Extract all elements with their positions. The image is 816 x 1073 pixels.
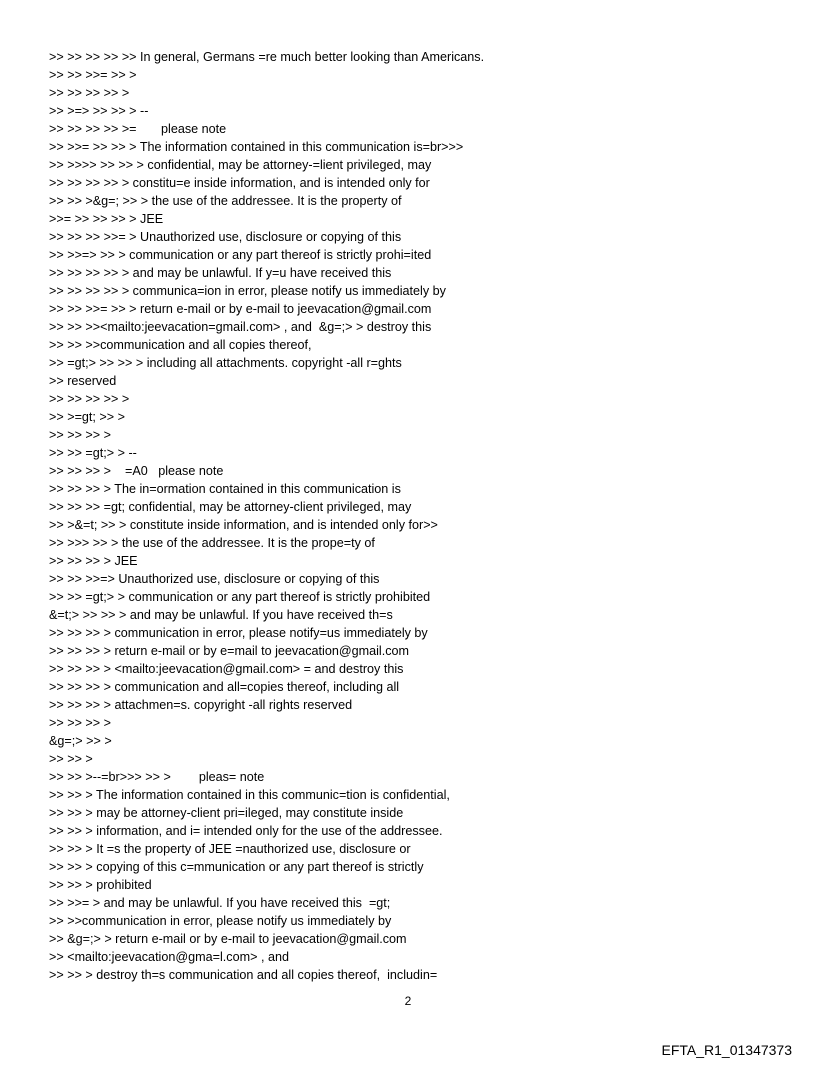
text-line: >> >> >> > return e-mail or by e=mail to jeevacation@gmail.com (49, 644, 409, 658)
text-line: >> >> >> >> > constitu=e inside information, and is intended only for (49, 176, 430, 190)
text-line: >> >> > may be attorney-client pri=ileged, may constitute inside (49, 806, 404, 820)
text-line: >> >&=t; >> > constitute inside information, and is intended only for>> (49, 518, 438, 532)
text-line: >> >> >> > JEE (49, 554, 138, 568)
text-line: >> >> >><mailto:jeevacation=gmail.com> , and &g=;> > destroy this (49, 320, 432, 334)
text-line: >> >> >> > communication in error, please notify=us immediately by (49, 626, 428, 640)
text-line: >> >> >> > communication and all=copies thereof, including all (49, 680, 400, 694)
text-line: >> >> >> >>= > Unauthorized use, disclosure or copying of this (49, 230, 402, 244)
text-line: >> >> >> > attachmen=s. copyright -all rights reserved (49, 698, 353, 712)
text-line: >> >> > information, and i= intended only for the use of the addressee. (49, 824, 443, 838)
text-line: >> >> >> > The in=ormation contained in this communication is (49, 482, 401, 496)
text-line: >> >> >> > =A0 please note (49, 464, 224, 478)
text-line: >> >> >> >> > (49, 86, 130, 100)
text-line: >> >> >> >> > and may be unlawful. If y=u have received this (49, 266, 392, 280)
text-line: >> reserved (49, 374, 117, 388)
text-line: >> >> =gt;> > -- (49, 446, 137, 460)
text-line: >> >> >>=> Unauthorized use, disclosure or copying of this (49, 572, 380, 586)
text-line: >> >> > destroy th=s communication and all copies thereof, includin= (49, 968, 438, 982)
text-line: >> >>>> >> >> > confidential, may be attorney-=lient privileged, may (49, 158, 432, 172)
text-line: >> >> >&g=; >> > the use of the addressee. It is the property of (49, 194, 402, 208)
text-line: >> >>communication in error, please notify us immediately by (49, 914, 392, 928)
text-line: >> >> > The information contained in this communic=tion is confidential, (49, 788, 450, 802)
text-line: >> >> >> > (49, 716, 111, 730)
text-line: >> >> > prohibited (49, 878, 152, 892)
text-line: >> >> >> =gt; confidential, may be attorney-client privileged, may (49, 500, 412, 514)
text-line: >> &g=;> > return e-mail or by e-mail to jeevacation@gmail.com (49, 932, 407, 946)
text-line: >> >> > (49, 752, 93, 766)
text-line: >> >>> >> > the use of the addressee. It is the prope=ty of (49, 536, 375, 550)
text-line: >> >>= >> >> > The information contained in this communication is=br>>> (49, 140, 464, 154)
text-line: >> >=gt; >> > (49, 410, 125, 424)
bates-number: EFTA_R1_01347373 (661, 1042, 792, 1058)
text-line: >> >> >> > <mailto:jeevacation@gmail.com> = and destroy this (49, 662, 404, 676)
text-line: >> >> >>= >> > (49, 68, 137, 82)
text-line: >> >>=> >> > communication or any part thereof is strictly prohi=ited (49, 248, 432, 262)
text-line: >>= >> >> >> > JEE (49, 212, 164, 226)
text-line: >> >=> >> >> > -- (49, 104, 149, 118)
text-line: >> >> >> >> > (49, 392, 130, 406)
text-line: >> >> >>= >> > return e-mail or by e-mail to jeevacation@gmail.com (49, 302, 432, 316)
text-line: >> >> >> >> > communica=ion in error, please notify us immediately by (49, 284, 446, 298)
text-line: >> >> >> > (49, 428, 111, 442)
page-number: 2 (404, 994, 412, 1008)
text-line: >> >> =gt;> > communication or any part thereof is strictly prohibited (49, 590, 431, 604)
text-line: >> >> >>communication and all copies thereof, (49, 338, 312, 352)
document-body (49, 48, 789, 984)
text-line: >> >>= > and may be unlawful. If you have received this =gt; (49, 896, 391, 910)
text-line: >> >> >> >> >= please note (49, 122, 227, 136)
text-line: >> >> > copying of this c=mmunication or any part thereof is strictly (49, 860, 424, 874)
text-line: >> =gt;> >> >> > including all attachments. copyright -all r=ghts (49, 356, 402, 370)
text-line: &g=;> >> > (49, 734, 112, 748)
text-line: >> <mailto:jeevacation@gma=l.com> , and (49, 950, 289, 964)
text-line: >> >> >> >> >> In general, Germans =re much better looking than Americans. (49, 50, 485, 64)
text-line: >> >> >--=br>>> >> > pleas= note (49, 770, 265, 784)
text-line: &=t;> >> >> > and may be unlawful. If you have received th=s (49, 608, 393, 622)
text-line: >> >> > It =s the property of JEE =nauthorized use, disclosure or (49, 842, 411, 856)
